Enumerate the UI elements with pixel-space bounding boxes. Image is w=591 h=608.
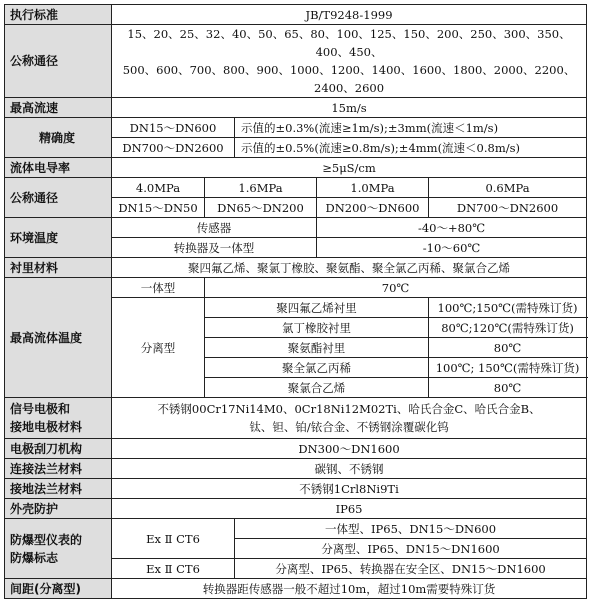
row-max-temp-integral bbox=[5, 278, 587, 298]
label-max-velocity: 最高流速 bbox=[5, 98, 112, 118]
explosion-mark-1: Ex Ⅱ CT6 bbox=[112, 519, 235, 559]
max-temp-item-value: 80℃ bbox=[429, 378, 587, 398]
electrode-label-line-1: 信号电极和 bbox=[10, 402, 71, 416]
label-electrode bbox=[5, 398, 112, 439]
max-temp-integral: 一体型 bbox=[112, 278, 205, 298]
label-ground-flange: 接地法兰材料 bbox=[5, 479, 112, 499]
max-temp-item-value: 100℃;150℃(需特殊订货) bbox=[429, 298, 587, 318]
row-standard bbox=[5, 5, 587, 25]
value-flange: 碳钢、不锈钢 bbox=[112, 459, 587, 479]
pressure-2: 1.6MPa bbox=[205, 178, 317, 198]
row-explosion-1 bbox=[5, 519, 587, 539]
row-pressure-1 bbox=[5, 178, 587, 198]
max-temp-item-name: 聚氯合乙烯 bbox=[205, 378, 429, 398]
max-temp-integral-value: 70℃ bbox=[205, 278, 587, 298]
row-env-temp-1 bbox=[5, 218, 587, 238]
value-distance: 转换器距传感器一般不超过10m，超过10m需要特殊订货 bbox=[112, 579, 587, 599]
value-ground-flange: 不锈钢1Crl8Ni9Ti bbox=[112, 479, 587, 499]
row-lining bbox=[5, 258, 587, 278]
pressure-1: 4.0MPa bbox=[112, 178, 205, 198]
value-housing: IP65 bbox=[112, 499, 587, 519]
label-flange: 连接法兰材料 bbox=[5, 459, 112, 479]
label-explosion bbox=[5, 519, 112, 579]
label-accuracy: 精确度 bbox=[5, 118, 112, 158]
electrode-line-2: 钛、钽、铂/铱合金、不锈钢涂覆碳化钨 bbox=[249, 420, 449, 434]
pressure-range-4: DN700～DN2600 bbox=[429, 198, 587, 218]
row-flange bbox=[5, 459, 587, 479]
row-conductivity bbox=[5, 158, 587, 178]
pressure-range-2: DN65～DN200 bbox=[205, 198, 317, 218]
label-scraper: 电极刮刀机构 bbox=[5, 439, 112, 459]
diameter-line-1: 15、20、25、32、40、50、65、80、100、125、150、200、250、300、350、400、450、 bbox=[127, 27, 571, 59]
value-scraper: DN300～DN1600 bbox=[112, 439, 587, 459]
row-ground-flange bbox=[5, 479, 587, 499]
value-standard: JB/T9248-1999 bbox=[112, 5, 587, 25]
value-max-velocity: 15m/s bbox=[112, 98, 587, 118]
env-temp-converter: 转换器及一体型 bbox=[112, 238, 317, 258]
row-distance bbox=[5, 579, 587, 599]
label-standard: 执行标准 bbox=[5, 5, 112, 25]
pressure-4: 0.6MPa bbox=[429, 178, 587, 198]
label-diameter: 公称通径 bbox=[5, 25, 112, 98]
explosion-label-line-2: 防爆标志 bbox=[10, 550, 59, 565]
value-diameter bbox=[112, 25, 587, 98]
label-max-temp: 最高流体温度 bbox=[5, 278, 112, 398]
accuracy-value-2: 示值的±0.5%(流速≥0.8m/s);±4mm(流速＜0.8m/s) bbox=[235, 138, 587, 158]
max-temp-item-name: 氯丁橡胶衬里 bbox=[205, 318, 429, 338]
label-pressure: 公称通径 bbox=[5, 178, 112, 218]
max-temp-item-value: 80℃ bbox=[429, 338, 587, 358]
env-temp-sensor: 传感器 bbox=[112, 218, 317, 238]
row-max-velocity bbox=[5, 98, 587, 118]
pressure-range-1: DN15～DN50 bbox=[112, 198, 205, 218]
max-temp-item-value: 80℃;120℃(需特殊订货) bbox=[429, 318, 587, 338]
pressure-3: 1.0MPa bbox=[317, 178, 429, 198]
explosion-item-a: 一体型、IP65、DN15～DN600 bbox=[235, 519, 587, 539]
label-conductivity: 流体电导率 bbox=[5, 158, 112, 178]
value-lining: 聚四氟乙烯、聚氯丁橡胶、聚氨酯、聚全氯乙丙稀、聚氯合乙烯 bbox=[112, 258, 587, 278]
max-temp-item-name: 聚氨酯衬里 bbox=[205, 338, 429, 358]
max-temp-item-value: 100℃; 150℃(需特殊订货) bbox=[429, 358, 587, 378]
row-diameter bbox=[5, 25, 587, 98]
env-temp-sensor-value: -40～+80℃ bbox=[317, 218, 587, 238]
max-temp-split: 分离型 bbox=[112, 298, 205, 398]
row-electrode bbox=[5, 398, 587, 439]
row-housing bbox=[5, 499, 587, 519]
label-distance: 间距(分离型) bbox=[5, 579, 112, 599]
env-temp-converter-value: -10～60℃ bbox=[317, 238, 587, 258]
explosion-item-c: 分离型、IP65、转换器在安全区、DN15～DN1600 bbox=[235, 559, 587, 579]
label-lining: 衬里材料 bbox=[5, 258, 112, 278]
max-temp-item-name: 聚四氟乙烯衬里 bbox=[205, 298, 429, 318]
explosion-label-line-1: 防爆型仪表的 bbox=[10, 532, 83, 547]
accuracy-range-2: DN700～DN2600 bbox=[112, 138, 235, 158]
value-conductivity: ≥5μS/cm bbox=[112, 158, 587, 178]
label-env-temp: 环境温度 bbox=[5, 218, 112, 258]
label-housing: 外壳防护 bbox=[5, 499, 112, 519]
electrode-line-1: 不锈钢00Cr17Ni14M0、0Cr18Ni12M02Ti、哈氏合金C、哈氏合金B、 bbox=[157, 402, 541, 416]
row-accuracy-1 bbox=[5, 118, 587, 138]
max-temp-item-name: 聚全氯乙丙稀 bbox=[205, 358, 429, 378]
accuracy-range-1: DN15～DN600 bbox=[112, 118, 235, 138]
spec-table bbox=[4, 4, 587, 599]
diameter-line-2: 500、600、700、800、900、1000、1200、1400、1600、1800、2000、2200、2400、2600 bbox=[122, 63, 576, 95]
electrode-label-line-2: 接地电极材料 bbox=[10, 420, 83, 434]
explosion-item-b: 分离型、IP65、DN15～DN1600 bbox=[235, 539, 587, 559]
accuracy-value-1: 示值的±0.3%(流速≥1m/s);±3mm(流速＜1m/s) bbox=[235, 118, 587, 138]
pressure-range-3: DN200～DN600 bbox=[317, 198, 429, 218]
row-scraper bbox=[5, 439, 587, 459]
value-electrode bbox=[112, 398, 587, 439]
explosion-mark-2: Ex Ⅱ CT6 bbox=[112, 559, 235, 579]
